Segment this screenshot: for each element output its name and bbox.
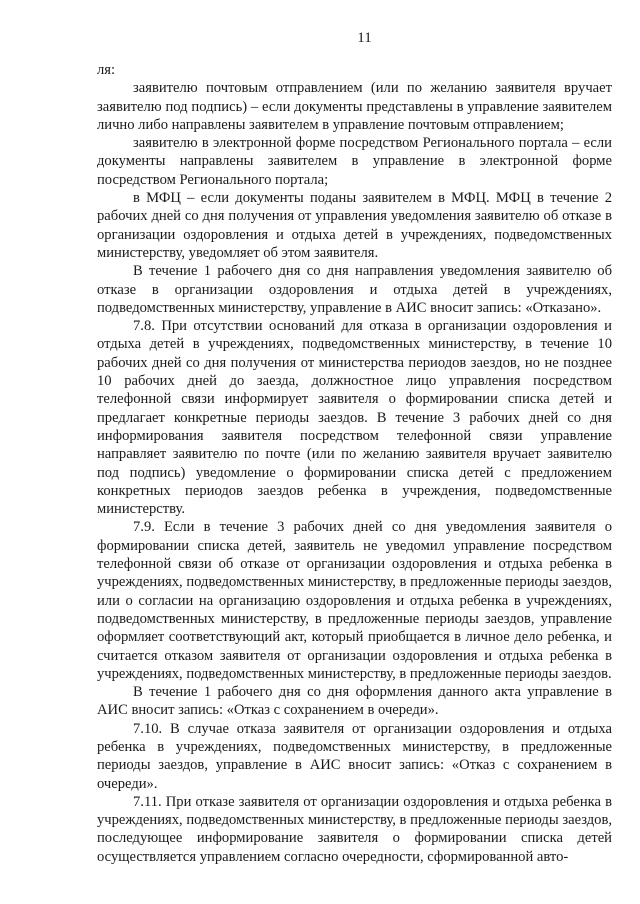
paragraph-continuation: ля: [97, 62, 116, 78]
paragraph: заявителю в электронной форме посредством Регионального портала – если документы направлены заявителем в управление в электронной форме посредством Регионального портала; [97, 135, 612, 188]
paragraph-7-8: 7.8. При отсутствии оснований для отказа в организации оздоровления и отдыха детей в учреждениях, подведомственных министерству, в течение 10 рабочих дней со дня получения от министерства периодов заездов, но не позднее 10 рабочих дней до заезда, должностное лицо управления посредством телефонной связи информирует заявителя о формировании списка детей и предлагает конкретные периоды заездов. В течение 3 рабочих дней со дня информирования заявителя посредством телефонной связи управление направляет заявителю по почте (или по желанию заявителя вручает заявителю под подпись) уведомление о формировании списка детей с предложением конкретных периодов заездов ребенка в учреждения, подведомственные министерству. [97, 318, 612, 518]
page-number: 11 [357, 30, 372, 46]
paragraph: В течение 1 рабочего дня со дня оформления данного акта управление в АИС вносит запись: «Отказ с сохранением в очереди». [97, 684, 612, 719]
paragraph: В течение 1 рабочего дня со дня направления уведомления заявителю об отказе в организации оздоровления и отдыха детей в учреждениях, подведомственных министерству, управление в АИС вносит запись: «Отказано». [97, 263, 612, 316]
paragraph-7-10: 7.10. В случае отказа заявителя от организации оздоровления и отдыха ребенка в учреждениях, подведомственных министерству, в предложенные периоды заездов, управление в АИС вносит запись: «Отказ с сохранением в очереди». [97, 720, 612, 792]
document-body [97, 61, 612, 866]
paragraph: заявителю почтовым отправлением (или по желанию заявителя вручает заявителю под подпись) – если документы представлены в управление заявителем лично либо направлены заявителем в управление почтовым отправлением; [97, 80, 612, 133]
paragraph: в МФЦ – если документы поданы заявителем в МФЦ. МФЦ в течение 2 рабочих дней со дня получения от управления уведомления заявителю об отказе в организации оздоровления и отдыха детей в учреждениях, подведомственных министерству, уведомляет об этом заявителя. [97, 190, 612, 261]
paragraph-7-9: 7.9. Если в течение 3 рабочих дней со дня уведомления заявителя о формировании списка детей, заявитель не уведомил управление посредством телефонной связи об отказе от организации оздоровления и отдыха ребенка в учреждениях, подведомственных министерству, в предложенные периоды заездов, или о согласии на организацию оздоровления и отдыха ребенка в учреждениях, подведомственных министерству, в предложенные периоды заездов, управление оформляет соответствующий акт, который приобщается в личное дело ребенка, и считается отказом заявителя от организации оздоровления и отдыха ребенка в учреждениях, подведомственных министерству, в предложенные периоды заездов. [97, 519, 612, 682]
paragraph-7-11: 7.11. При отказе заявителя от организации оздоровления и отдыха ребенка в учреждениях, подведомственных министерству, в предложенные периоды заездов, последующее информирование заявителя о формировании списка детей осуществляется управлением согласно очередности, сформированной авто- [97, 793, 612, 865]
